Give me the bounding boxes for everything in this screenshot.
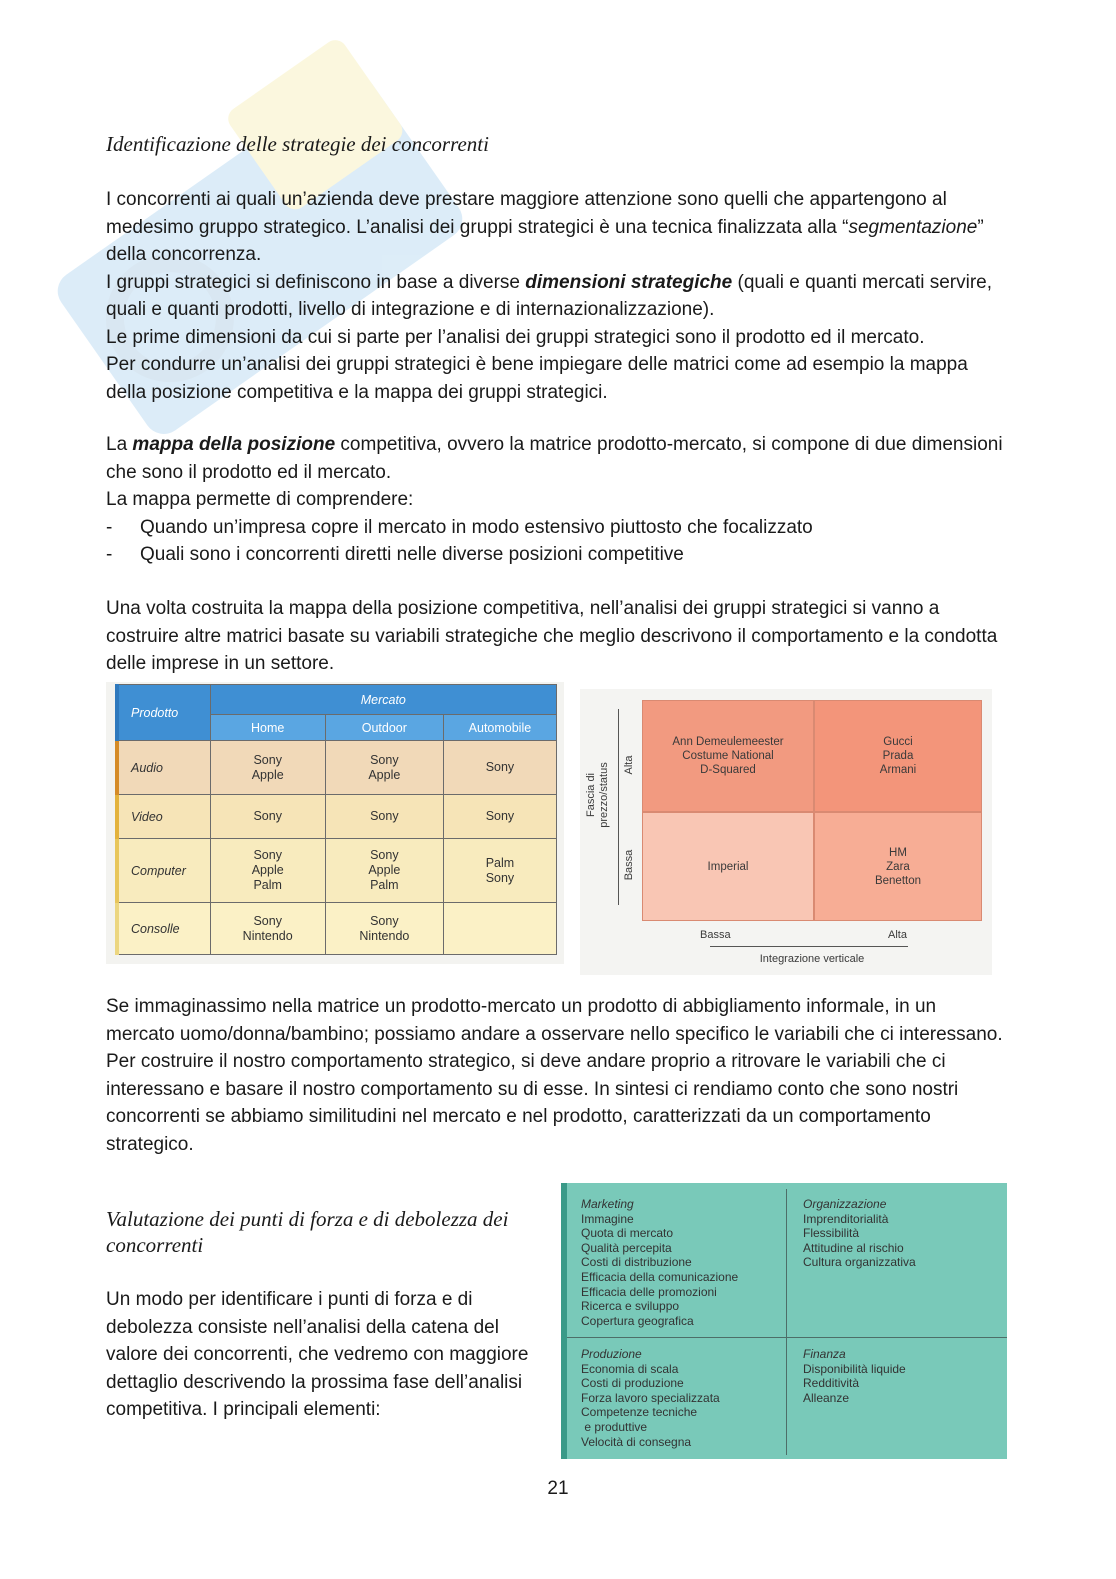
y-high-label: Alta bbox=[623, 755, 635, 775]
produzione-list: Produzione Economia di scala Costi di produzione Forza lavoro specializzata Competenze tecniche e produttive Velocità di consegna bbox=[581, 1347, 720, 1449]
row-label: Computer bbox=[117, 839, 210, 903]
row-label: Video bbox=[117, 795, 210, 839]
organizzazione-list: Organizzazione Imprenditorialità Flessibilità Attitudine al rischio Cultura organizzativa bbox=[803, 1197, 916, 1270]
list-item: - Quali sono i concorrenti diretti nelle diverse posizioni competitive bbox=[106, 544, 684, 565]
section-heading-strategie: Identificazione delle strategie dei concorrenti bbox=[106, 132, 489, 156]
table-cell: Sony Apple bbox=[325, 741, 443, 795]
paragraph: La mappa della posizione competitiva, ovvero la matrice prodotto-mercato, si compone di due dimensioni che sono il prodotto ed il mercato. bbox=[106, 434, 1003, 483]
row-label: Consolle bbox=[117, 903, 210, 955]
strategic-group-map bbox=[580, 689, 992, 975]
quadrant-top-right: Gucci Prada Armani bbox=[814, 700, 982, 812]
table-cell: Sony Apple bbox=[210, 741, 325, 795]
x-axis-label: Integrazione verticale bbox=[759, 953, 865, 965]
finanza-list: Finanza Disponibilità liquide Redditività Alleanze bbox=[803, 1347, 906, 1405]
quadrant-top-left: Ann Demeulemeester Costume National D-Squared bbox=[642, 700, 814, 812]
table-cell: Sony bbox=[443, 795, 556, 839]
market-header: Mercato bbox=[210, 685, 556, 715]
divider bbox=[567, 1337, 1007, 1338]
paragraph: Per condurre un’analisi dei gruppi strategici è bene impiegare delle matrici come ad esempio la mappa della posizione competitiva e la mappa dei gruppi strategici. bbox=[106, 354, 968, 403]
table-cell: Sony Apple Palm bbox=[210, 839, 325, 903]
paragraph: I concorrenti ai quali un’azienda deve prestare maggiore attenzione sono quelli che appartengono al medesimo gruppo strategico. L’analisi dei gruppi strategici è una tecnica finalizzata alla “segmentazione” della concorrenza. bbox=[106, 189, 984, 265]
col-header: Automobile bbox=[443, 715, 556, 741]
divider bbox=[786, 1189, 787, 1455]
table-cell: Sony bbox=[210, 795, 325, 839]
col-header: Home bbox=[210, 715, 325, 741]
col-header: Outdoor bbox=[325, 715, 443, 741]
accent-bar bbox=[561, 1183, 567, 1459]
table-cell: Sony Nintendo bbox=[325, 903, 443, 955]
x-axis-line bbox=[710, 946, 908, 947]
map-block bbox=[106, 431, 1006, 569]
product-market-matrix bbox=[106, 682, 564, 964]
y-axis-label: Fascia di prezzo/status bbox=[585, 762, 610, 828]
table-row bbox=[117, 795, 557, 839]
paragraph: Una volta costruita la mappa della posizione competitiva, nell’analisi dei gruppi strategici si vanno a costruire altre matrici basate su variabili strategiche che meglio descrivono il comportamento e la condotta delle imprese in un settore. bbox=[106, 598, 998, 674]
x-high-label: Alta bbox=[888, 929, 907, 941]
table-cell: Sony bbox=[443, 741, 556, 795]
list-item: - Quando un’impresa copre il mercato in modo estensivo piuttosto che focalizzato bbox=[106, 516, 813, 538]
row-label: Audio bbox=[117, 741, 210, 795]
table-cell: Sony bbox=[325, 795, 443, 839]
y-axis-line bbox=[618, 709, 619, 905]
paragraph: Un modo per identificare i punti di forza e di debolezza consiste nell’analisi della catena del valore dei concorrenti, che vedremo con maggiore dettaglio descrivendo la prossima fase dell’analisi competitiva. I principali elementi: bbox=[106, 1289, 529, 1420]
table-cell: Palm Sony bbox=[443, 839, 556, 903]
strengths-weaknesses-table bbox=[561, 1183, 1007, 1459]
table-cell bbox=[443, 903, 556, 955]
table-row bbox=[117, 839, 557, 903]
paragraph: Se immaginassimo nella matrice un prodotto-mercato un prodotto di abbigliamento informale, in un mercato uomo/donna/bambino; possiamo andare a osservare nello specifico le variabili che ci interessano. Per costruire il nostro comportamento strategico, si deve andare proprio a ritrovare le variabili che ci interessano e basare il nostro comportamento su di esse. In sintesi ci rendiamo conto che sono nostri concorrenti se abbiamo similitudini nel mercato e nel prodotto, caratterizzati da un comportamento strategico. bbox=[106, 996, 1003, 1155]
table-cell: Sony Apple Palm bbox=[325, 839, 443, 903]
quadrant-bottom-left: Imperial bbox=[642, 812, 814, 921]
table-row bbox=[117, 741, 557, 795]
intro-block bbox=[106, 186, 1006, 406]
paragraph: I gruppi strategici si definiscono in base a diverse dimensioni strategiche (quali e quanti mercati servire, quali e quanti prodotti, livello di integrazione e di internazionalizzazione). bbox=[106, 271, 993, 320]
section-heading-punti-forza: Valutazione dei punti di forza e di debolezza dei concorrenti bbox=[106, 1207, 509, 1257]
page-number: 21 bbox=[547, 1478, 569, 1499]
table-row bbox=[117, 903, 557, 955]
quadrant-bottom-right: HM Zara Benetton bbox=[814, 812, 982, 921]
paragraph: Le prime dimensioni da cui si parte per l’analisi dei gruppi strategici sono il prodotto ed il mercato. bbox=[106, 326, 925, 348]
x-low-label: Bassa bbox=[700, 929, 731, 941]
paragraph: La mappa permette di comprendere: bbox=[106, 489, 414, 510]
table-cell: Sony Nintendo bbox=[210, 903, 325, 955]
y-low-label: Bassa bbox=[623, 849, 635, 881]
corner-label: Prodotto bbox=[117, 685, 210, 741]
marketing-list: Marketing Immagine Quota di mercato Qualità percepita Costi di distribuzione Efficacia della comunicazione Efficacia delle promozioni Ricerca e sviluppo Copertura geografica bbox=[581, 1197, 739, 1328]
